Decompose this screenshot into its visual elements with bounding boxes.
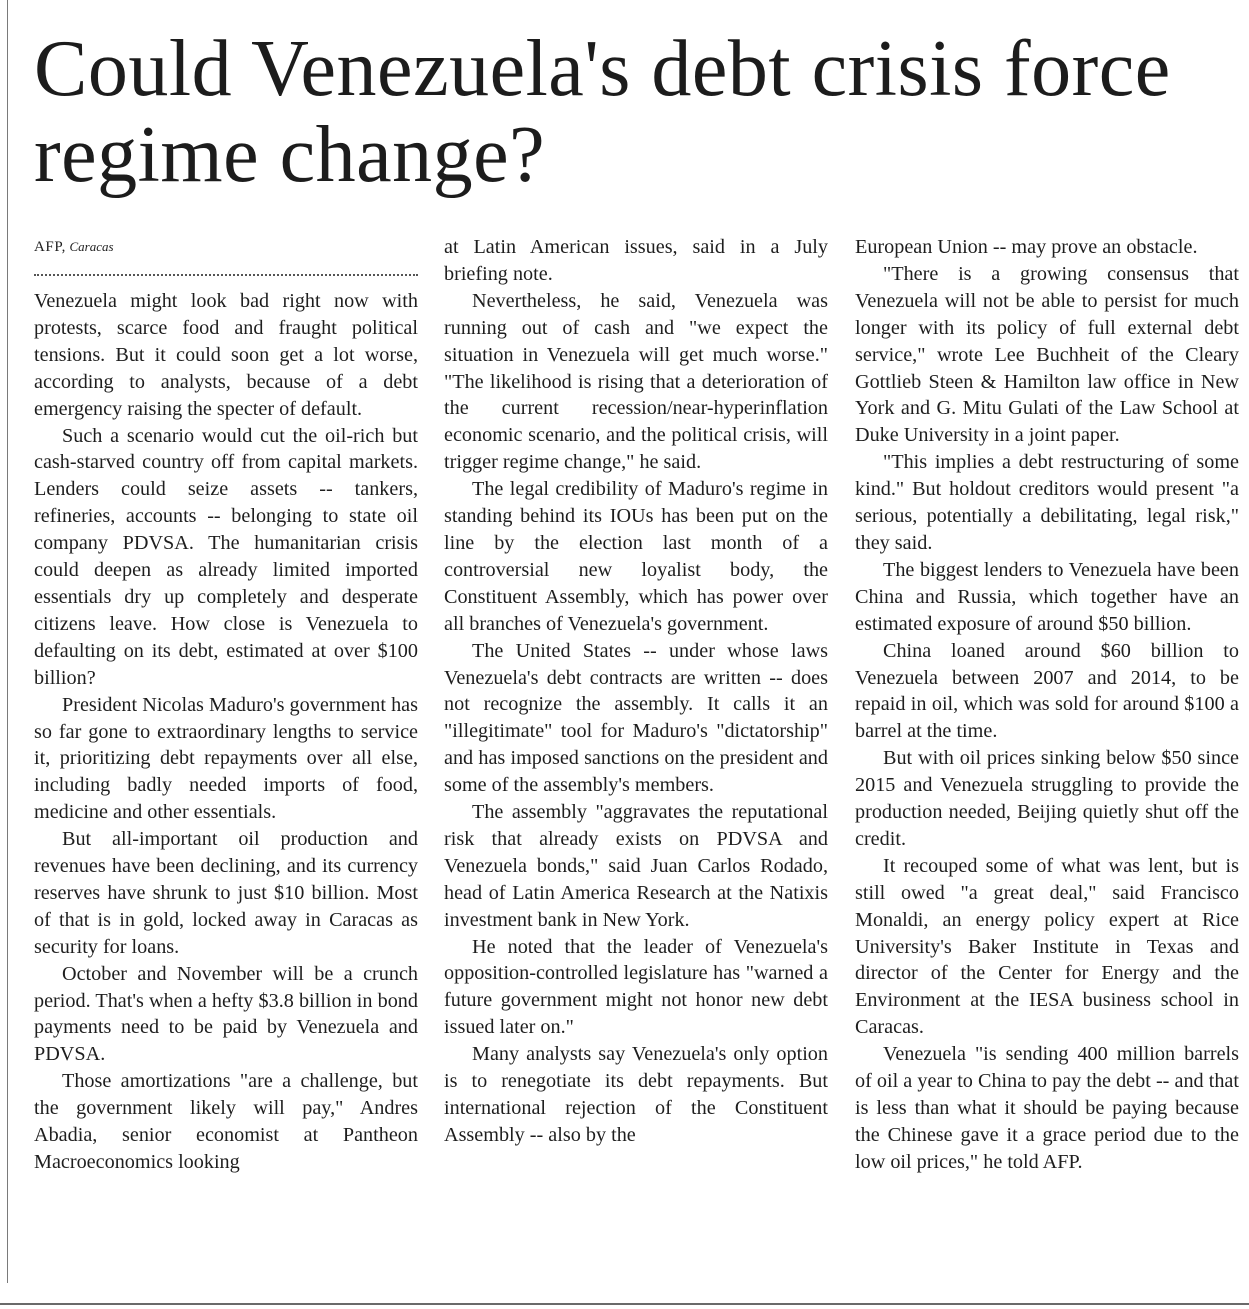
bottom-rule [0,1303,1249,1305]
paragraph: But all-important oil production and revenues have been declining, and its currency reserves have shrunk to just $10 billion. Most of that is in gold, locked away in Caracas as security for loans. [34,828,418,958]
article-column-1 [34,234,418,1176]
headline: Could Venezuela's debt crisis force regime change? [34,25,1171,199]
byline [34,234,418,264]
paragraph: Venezuela might look bad right now with protests, scarce food and fraught political tensions. But it could soon get a lot worse, according to analysts, because of a debt emergency raising the specter of default. [34,290,418,420]
paragraph: But with oil prices sinking below $50 since 2015 and Venezuela struggling to provide the production needed, Beijing quietly shut off the credit. [855,747,1239,850]
article-column-3 [855,234,1239,1176]
paragraph: Such a scenario would cut the oil-rich but cash-starved country off from capital markets. Lenders could seize assets -- tankers, refineries, accounts -- belonging to state oil company PDVSA. The humanitarian crisis could deepen as already limited imported essentials dry up completely and desperate citizens leave. How close is Venezuela to defaulting on its debt, estimated at over $100 billion? [34,424,418,689]
paragraph: The legal credibility of Maduro's regime in standing behind its IOUs has been put on the line by the election last month of a controversial new loyalist body, the Constituent Assembly, which has power over all branches of Venezuela's government. [444,478,828,635]
paragraph: Venezuela "is sending 400 million barrels of oil a year to China to pay the debt -- and that is less than what it should be paying because the Chinese gave it a grace period due to the low oil prices," he told AFP. [855,1043,1239,1173]
paragraph: It recouped some of what was lent, but is still owed "a great deal," said Francisco Monaldi, an energy policy expert at Rice University's Baker Institute in Texas and director of the Center for Energy and the Environment at the IESA business school in Caracas. [855,854,1239,1039]
paragraph: The United States -- under whose laws Venezuela's debt contracts are written -- does not recognize the assembly. It calls it an "illegitimate" tool for Maduro's "dictatorship" and has imposed sanctions on the president and some of the assembly's members. [444,639,828,797]
paragraph: The assembly "aggravates the reputational risk that already exists on PDVSA and Venezuela bonds," said Juan Carlos Rodado, head of Latin America Research at the Natixis investment bank in New York. [444,801,828,931]
paragraph: Nevertheless, he said, Venezuela was running out of cash and "we expect the situation in Venezuela will get much worse." "The likelihood is rising that a deterioration of the current recession/near-hyperinflation economic scenario, and the political crisis, will trigger regime change," he said. [444,289,828,474]
dotted-divider [34,274,418,276]
paragraph: "This implies a debt restructuring of some kind." But holdout creditors would present "a serious, potentially a debilitating, legal risk," they said. [855,451,1239,554]
paragraph: President Nicolas Maduro's government has so far gone to extraordinary lengths to service it, prioritizing debt repayments over all else, including badly needed imports of food, medicine and other essentials. [34,693,418,824]
paragraph: The biggest lenders to Venezuela have been China and Russia, which together have an estimated exposure of around $50 billion. [855,558,1239,635]
article-column-2 [444,234,828,1149]
byline-location: Caracas [69,239,114,254]
paragraph: "There is a growing consensus that Venezuela will not be able to persist for much longer with its policy of full external debt service," wrote Lee Buchheit of the Cleary Gottlieb Steen & Hamilton law office in New York and G. Mitu Gulati of the Law School at Duke University in a joint paper. [855,262,1239,447]
paragraph: He noted that the leader of Venezuela's opposition-controlled legislature has "warned a future government might not honor new debt issued later on." [444,935,828,1039]
paragraph: October and November will be a crunch period. That's when a hefty $3.8 billion in bond payments need to be paid by Venezuela and PDVSA. [34,962,418,1066]
paragraph: Those amortizations "are a challenge, but the government likely will pay," Andres Abadia, senior economist at Pantheon Macroeconomics looking [34,1070,418,1173]
byline-agency: AFP, [34,239,67,255]
paragraph: at Latin American issues, said in a July briefing note. [444,236,828,285]
paragraph: China loaned around $60 billion to Venezuela between 2007 and 2014, to be repaid in oil, which was sold for around $100 a barrel at the time. [855,639,1239,743]
paragraph: European Union -- may prove an obstacle. [855,236,1198,258]
paragraph: Many analysts say Venezuela's only option is to renegotiate its debt repayments. But international rejection of the Constituent Assembly -- also by the [444,1043,828,1146]
left-column-rule [7,0,8,1283]
